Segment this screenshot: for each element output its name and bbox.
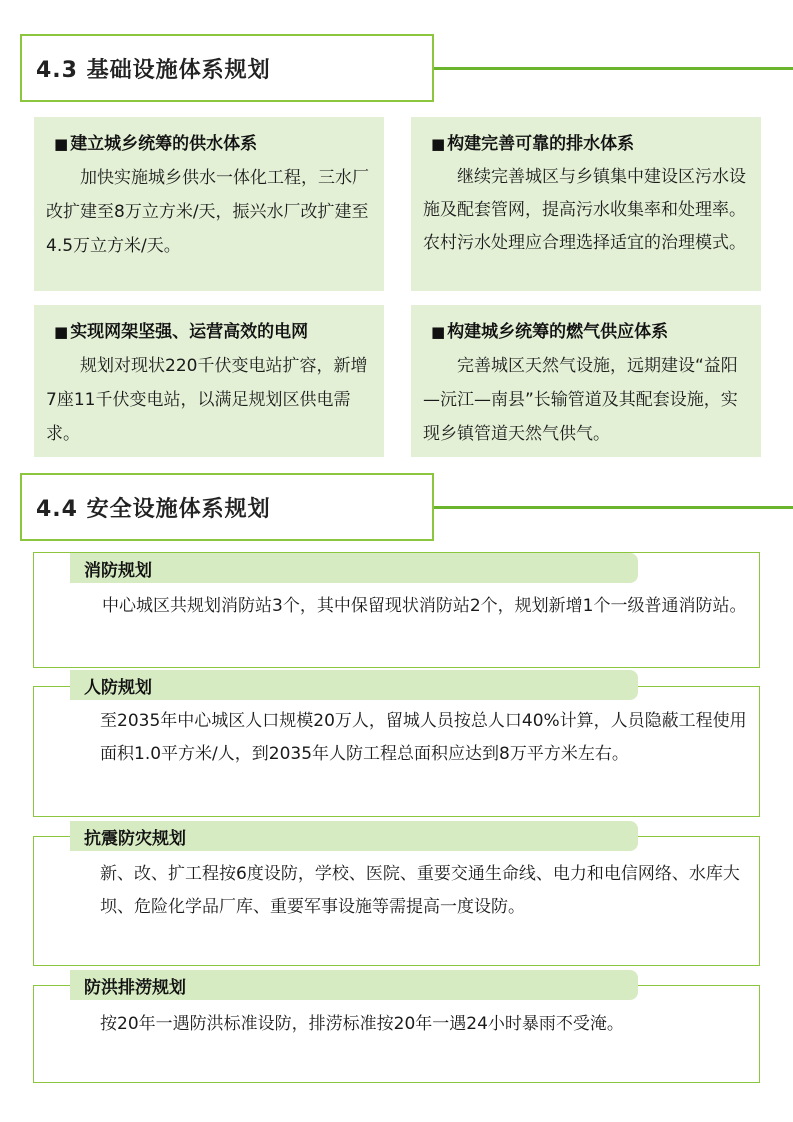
card-water-supply — [34, 117, 384, 291]
card-power-grid — [34, 305, 384, 457]
tag-civil-defense: 人防规划 — [70, 670, 638, 700]
card-title: ■ 建立城乡统筹的供水体系 — [54, 134, 258, 154]
box-text: 中心城区共规划消防站3个，其中保留现状消防站2个，规划新增1个一级普通消防站。 — [102, 596, 747, 616]
card-text: 规划对现状220千伏变电站扩容，新增7座11千伏变电站，以满足规划区供电需求。 — [46, 356, 368, 444]
box-text: 至2035年中心城区人口规模20万人，留城人员按总人口40%计算，人员隐蔽工程使用面积1.0平方米/人，到2035年人防工程总面积应达到8万平方米左右。 — [100, 711, 747, 764]
tag-flood-control: 防洪排涝规划 — [70, 970, 638, 1000]
section-title-4-4: 4.4 安全设施体系规划 — [20, 473, 434, 541]
card-title: ■ 构建城乡统筹的燃气供应体系 — [431, 322, 669, 342]
bullet-icon: ■ — [54, 323, 69, 341]
bullet-icon: ■ — [431, 135, 446, 153]
tag-fire-protection: 消防规划 — [70, 553, 638, 583]
card-text: 加快实施城乡供水一体化工程，三水厂改扩建至8万立方米/天，振兴水厂改扩建至4.5万立方米/天。 — [46, 168, 369, 256]
bullet-icon: ■ — [431, 323, 446, 341]
card-drainage — [411, 117, 761, 291]
card-title: ■ 构建完善可靠的排水体系 — [431, 134, 635, 154]
section-title-4-3: 4.3 基础设施体系规划 — [20, 34, 434, 102]
section-divider-line — [432, 67, 793, 70]
box-text: 按20年一遇防洪标准设防，排涝标准按20年一遇24小时暴雨不受淹。 — [100, 1014, 624, 1034]
box-text: 新、改、扩工程按6度设防，学校、医院、重要交通生命线、电力和电信网络、水库大坝、危险化学品厂库、重要军事设施等需提高一度设防。 — [100, 864, 740, 917]
bullet-icon: ■ — [54, 135, 69, 153]
tag-earthquake: 抗震防灾规划 — [70, 821, 638, 851]
card-text: 继续完善城区与乡镇集中建设区污水设施及配套管网，提高污水收集率和处理率。农村污水处理应合理选择适宜的治理模式。 — [423, 167, 746, 253]
card-gas-supply — [411, 305, 761, 457]
card-title: ■ 实现网架坚强、运营高效的电网 — [54, 322, 309, 342]
card-text: 完善城区天然气设施，远期建设“益阳—沅江—南县”长输管道及其配套设施，实现乡镇管道天然气供气。 — [423, 356, 738, 444]
section-divider-line — [432, 506, 793, 509]
